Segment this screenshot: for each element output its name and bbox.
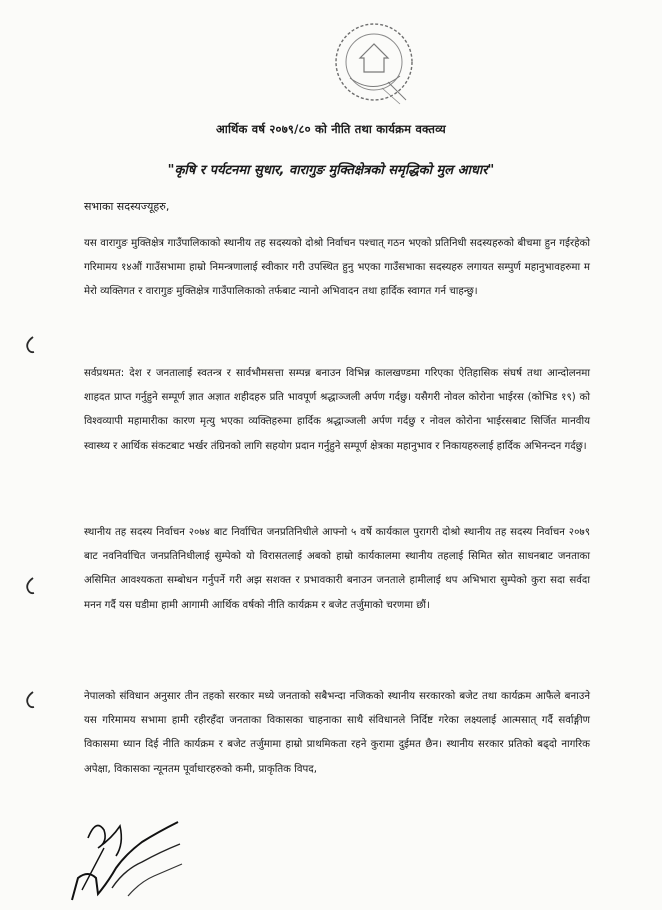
paragraph-constitution: नेपालको संविधान अनुसार तीन तहको सरकार मध्ये जनताको सबैभन्दा नजिकको स्थानीय सरकारको बजेट तथा कार्यक्रम आफैले बनाउने यस गरिमामय सभामा हामी रहीरहँदा जनताका विकासका चाहनाका साथै संविधानले निर्दिष्ट गरेका लक्ष्यलाई आत्मसात् गर्दै सर्वाङ्गीण विकासमा ध्यान दिई नीति कार्यक्रम र बजेट तर्जुमामा हाम्रो प्राथमिकता रहने कुरामा दुईमत छैन। स्थानीय सरकार प्रतिको बढ्दो नागरिक अपेक्षा, विकासका न्यूनतम पूर्वाधारहरुको कमी, प्राकृतिक विपद, [84, 691, 590, 775]
document-title: आर्थिक वर्ष २०७९/८० को नीति तथा कार्यक्रम वक्तव्य [216, 122, 446, 136]
bracket-mark-icon [22, 335, 36, 355]
document-slogan: "कृषि र पर्यटनमा सुधार, वारागुङ मुक्तिक्षेत्रको समृद्धिको मुल आधार" [167, 163, 495, 178]
paragraph-tribute: सर्वप्रथमत: देश र जनतालाई स्वतन्त्र र सार्वभौमसत्ता सम्पन्न बनाउन विभिन्न कालखण्डमा गरिएका ऐतिहासिक संघर्ष तथा आन्दोलनमा शाहदत प्राप्त गर्नुहुने सम्पूर्ण ज्ञात अज्ञात शहीदहरु प्रति भावपूर्ण श्रद्धाञ्जली अर्पण गर्दछु। यसैगरी नोवल कोरोना भाईरस (कोभिड १९) को विश्वव्यापी महामारीका कारण मृत्यु भएका व्यक्तिहरुमा हार्दिक श्रद्धाञ्जली अर्पण गर्दछु र नोवल कोरोना भाईरसबाट सिर्जित मानवीय स्वास्थ्य र आर्थिक संकटबाट भर्खर तंग्रिनको लागि सहयोग प्रदान गर्नुहुने सम्पूर्ण क्षेत्रका महानुभाव र निकायहरुलाई हार्दिक अभिनन्दन गर्दछु। [84, 368, 590, 452]
paragraph-election: स्थानीय तह सदस्य निर्वाचन २०७४ बाट निर्वाचित जनप्रतिनिधीले आफ्नो ५ वर्षे कार्यकाल पुरागरी दोश्रो स्थानीय तह सदस्य निर्वाचन २०७९ बाट नवनिर्वाचित जनप्रतिनिधीलाई सुम्पेको यो विरासतलाई अबको हाम्रो कार्यकालमा स्थानीय तहलाई सिमित स्रोत साधनबाट जनताका असिमित आवश्यकता सम्बोधन गर्नुपर्ने गरी अझ सशक्त र प्रभावकारी बनाउन जनताले हामीलाई थप अभिभारा सुम्पेको कुरा सदा सर्वदा मनन गर्दै यस घडीमा हामी आगामी आर्थिक वर्षको नीति कार्यक्रम र बजेट तर्जुमाको चरणमा छौं। [84, 527, 590, 611]
bracket-mark-icon [22, 690, 36, 710]
salutation: सभाका सदस्यज्यूहरु, [84, 200, 170, 213]
office-seal-icon [330, 18, 418, 106]
paragraph-welcome: यस वारागुङ मुक्तिक्षेत्र गाउँपालिकाको स्थानीय तह सदस्यको दोश्रो निर्वाचन पश्चात् गठन भएको प्रतिनिधी सदस्यहरुको बीचमा हुन गईरहेको गरिमामय १४औं गाउँसभामा हाम्रो निमन्त्रणालाई स्वीकार गरी उपस्थित हुनु भएका गाउँसभाका सदस्यहरु लगायत सम्पुर्ण महानुभावहरुमा म मेरो व्यक्तिगत र वारागुङ मुक्तिक्षेत्र गाउँपालिकाको तर्फबाट न्यानो अभिवादन तथा हार्दिक स्वागत गर्न चाहन्छु। [84, 238, 590, 298]
bracket-mark-icon [22, 576, 36, 596]
handwritten-signature-icon [68, 808, 198, 903]
